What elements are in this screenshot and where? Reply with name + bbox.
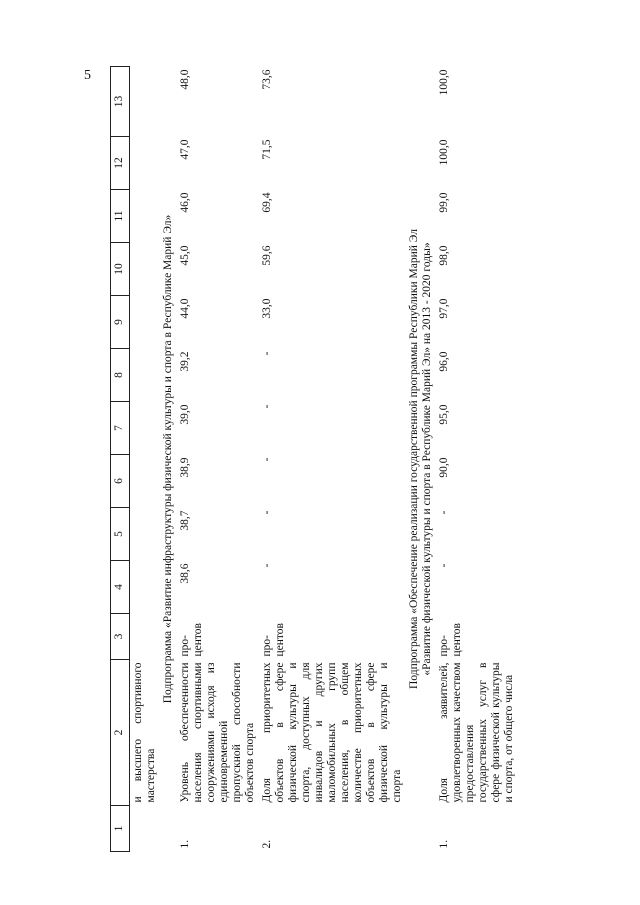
value-cell: - xyxy=(438,510,450,515)
value-cell: - xyxy=(261,563,273,568)
subprogram-title xyxy=(406,67,436,852)
value-cell: 73,6 xyxy=(261,69,273,90)
header-cell: 2 xyxy=(111,660,130,806)
header-cell: 11 xyxy=(111,190,130,243)
value-cell: 97,0 xyxy=(438,298,450,319)
value-cell: - xyxy=(261,510,273,515)
indicator-name: Доля заявителей, удовлетворенных качеством предоставления государственных услуг в сфере физической культуры и спорта, от общего числа xyxy=(438,662,515,803)
value-cell: 48,0 xyxy=(179,69,191,90)
header-cell: 6 xyxy=(111,455,130,508)
value-cell: 96,0 xyxy=(438,351,450,372)
indicator-name: Уровень обеспеченности населения спортивными сооружениями исходя из единовременной пропускной способности объектов спорта xyxy=(179,662,256,803)
table-row xyxy=(177,67,259,852)
header-cell: 8 xyxy=(111,349,130,402)
value-cell: 39,0 xyxy=(179,404,191,425)
header-cell: 9 xyxy=(111,296,130,349)
value-cell: 90,0 xyxy=(438,457,450,478)
header-row xyxy=(111,67,130,852)
value-cell: 38,6 xyxy=(179,563,191,584)
page-number: 5 xyxy=(84,68,91,83)
table-row xyxy=(436,67,518,852)
value-cell: 46,0 xyxy=(179,192,191,213)
value-cell: - xyxy=(261,457,273,462)
value-cell: 45,0 xyxy=(179,245,191,266)
subprogram-title: Подпрограмма «Развитие инфраструктуры физической культуры и спорта в Республике Марий Эл» xyxy=(162,214,174,704)
value-cell: 98,0 xyxy=(438,245,450,266)
header-cell: 13 xyxy=(111,67,130,137)
continuation-row xyxy=(130,67,161,852)
value-cell: 47,0 xyxy=(179,139,191,160)
value-cell: 99,0 xyxy=(438,192,450,213)
header-cell: 1 xyxy=(111,806,130,852)
header-cell: 3 xyxy=(111,614,130,660)
indicators-table xyxy=(110,66,518,852)
unit-cell: про-центов xyxy=(261,623,286,657)
row-number: 1. xyxy=(438,839,450,849)
header-cell: 12 xyxy=(111,137,130,190)
row-number: 1. xyxy=(179,839,191,849)
rotated-page-content xyxy=(110,67,530,852)
row-number: 2. xyxy=(261,839,273,849)
value-cell: 100,0 xyxy=(438,139,450,166)
unit-cell: про-центов xyxy=(438,623,463,657)
value-cell: 59,6 xyxy=(261,245,273,266)
value-cell: - xyxy=(261,404,273,409)
subprogram-title-row xyxy=(406,67,436,852)
value-cell: 71,5 xyxy=(261,139,273,160)
subprogram-title-line: «Развитие физической культуры и спорта в Республике Марий Эл» на 2013 - 2020 годы» xyxy=(421,242,433,676)
header-cell: 10 xyxy=(111,243,130,296)
header-cell: 7 xyxy=(111,402,130,455)
value-cell: - xyxy=(438,563,450,568)
header-cell: 4 xyxy=(111,561,130,614)
value-cell: 39,2 xyxy=(179,351,191,372)
value-cell: - xyxy=(261,351,273,356)
header-cell: 5 xyxy=(111,508,130,561)
continuation-text: и высшего спортивного мастерства xyxy=(132,662,157,803)
value-cell: 38,7 xyxy=(179,510,191,531)
value-cell: 69,4 xyxy=(261,192,273,213)
value-cell: 95,0 xyxy=(438,404,450,425)
unit-cell: про-центов xyxy=(179,623,204,657)
value-cell: 100,0 xyxy=(438,69,450,96)
value-cell: 33,0 xyxy=(261,298,273,319)
table-row xyxy=(259,67,406,852)
value-cell: 44,0 xyxy=(179,298,191,319)
indicator-name: Доля приоритетных объектов в сфере физической культуры и спорта, доступных для инвалидов и других маломобильных групп населения, в общем количестве приоритетных объектов в сфере физической культуры и спорта xyxy=(261,662,403,803)
value-cell: 38,9 xyxy=(179,457,191,478)
subprogram-title-line: Подпрограмма «Обеспечение реализации государственной программы Республики Марий Эл xyxy=(408,229,420,689)
subprogram-title-row xyxy=(160,67,177,852)
